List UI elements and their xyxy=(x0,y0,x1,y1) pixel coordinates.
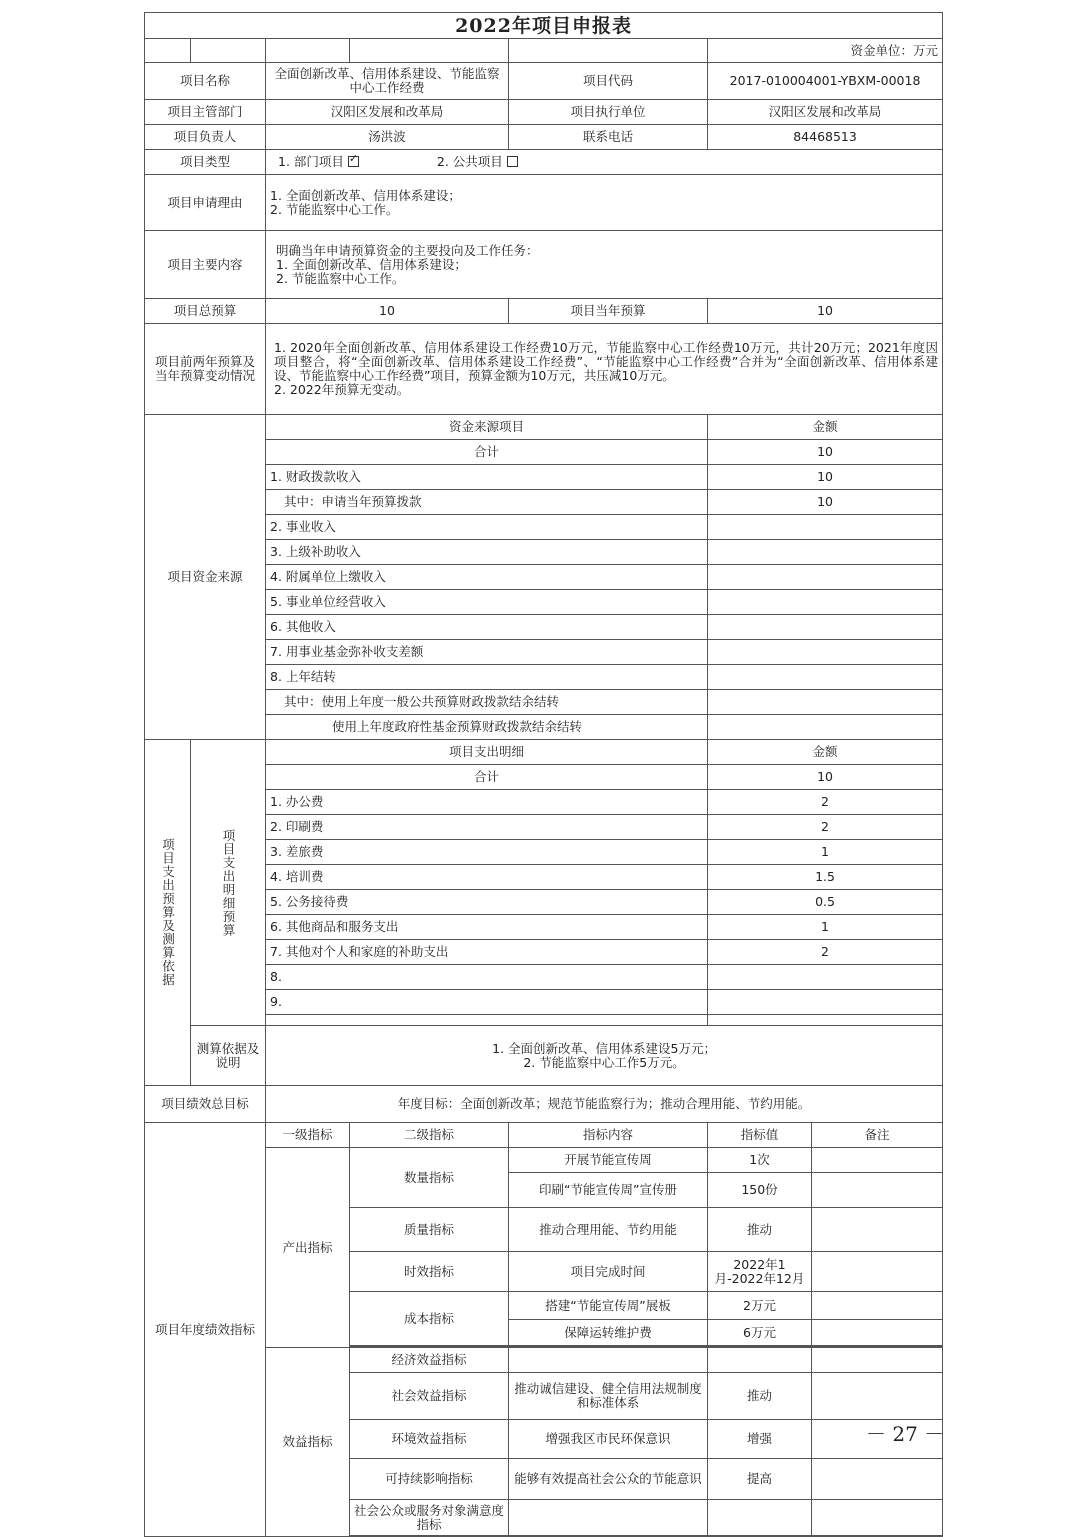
expense-head-item: 项目支出明细 xyxy=(266,740,708,765)
fund-row-item: 1. 财政拨款收入 xyxy=(266,465,708,490)
expense-row-amount: 10 xyxy=(708,765,943,790)
indicator-value: 150份 xyxy=(708,1173,812,1208)
indicator-content: 保障运转维护费 xyxy=(509,1320,708,1346)
fund-row-item: 6. 其他收入 xyxy=(266,615,708,640)
expense-row-amount: 1 xyxy=(708,840,943,865)
form-title: 2022年项目申报表 xyxy=(145,13,943,39)
fund-row-amount xyxy=(708,540,943,565)
fund-row-item: 5. 事业单位经营收入 xyxy=(266,590,708,615)
content-value xyxy=(266,231,943,299)
expense-head-amount: 金额 xyxy=(708,740,943,765)
annual-perf-label: 项目年度绩效指标 xyxy=(145,1123,266,1537)
perf-head-level2: 二级指标 xyxy=(350,1123,509,1148)
expense-row-amount: 2 xyxy=(708,815,943,840)
expense-row-item: 6. 其他商品和服务支出 xyxy=(266,915,708,940)
perf-goal-label: 项目绩效总目标 xyxy=(145,1086,266,1123)
page-number: － 27 － xyxy=(866,1422,945,1446)
perf-head-content: 指标内容 xyxy=(509,1123,708,1148)
expense-row-item: 4. 培训费 xyxy=(266,865,708,890)
indicator-value: 6万元 xyxy=(708,1320,812,1346)
fund-row-amount xyxy=(708,590,943,615)
project-code-value: 2017-010004001-YBXM-00018 xyxy=(708,63,943,100)
project-application-table xyxy=(144,12,943,1537)
expense-row-amount: 1.5 xyxy=(708,865,943,890)
project-code-label: 项目代码 xyxy=(509,63,708,100)
fund-row-amount xyxy=(708,515,943,540)
reason-line: 2. 节能监察中心工作。 xyxy=(270,201,399,217)
type-option-public: 2. 公共项目 xyxy=(436,154,503,169)
expense-outer-label: 项目支出预算及测算依据 xyxy=(145,740,191,1086)
effect-indicator-label: 效益指标 xyxy=(266,1348,350,1537)
fund-row-item: 8. 上年结转 xyxy=(266,665,708,690)
year-budget-value: 10 xyxy=(708,299,943,324)
expense-row-item: 合计 xyxy=(266,765,708,790)
fund-row-item: 合计 xyxy=(266,440,708,465)
project-type-label: 项目类型 xyxy=(145,150,266,175)
dept-value: 汉阳区发展和改革局 xyxy=(266,100,509,125)
phone-value: 84468513 xyxy=(708,125,943,150)
reason-value xyxy=(266,175,943,231)
qty-indicator-label: 数量指标 xyxy=(350,1148,509,1208)
basis-value xyxy=(266,1026,943,1086)
type-option-department: 1. 部门项目 xyxy=(278,154,344,169)
indicator-value: 推动 xyxy=(708,1373,812,1420)
basis-line: 1. 全面创新改革、信用体系建设5万元； xyxy=(492,1040,716,1056)
project-type-options xyxy=(266,150,943,175)
budget-change-label: 项目前两年预算及当年预算变动情况 xyxy=(145,324,266,415)
env-indicator-label: 环境效益指标 xyxy=(350,1420,509,1459)
indicator-value: 增强 xyxy=(708,1420,812,1459)
total-budget-label: 项目总预算 xyxy=(145,299,266,324)
fund-row-amount xyxy=(708,640,943,665)
expense-inner-label: 项目支出明细预算 xyxy=(191,740,266,1026)
checked-box-icon[interactable] xyxy=(348,156,359,167)
expense-row-item: 7. 其他对个人和家庭的补助支出 xyxy=(266,940,708,965)
fund-row-item: 其中：申请当年预算拨款 xyxy=(266,490,708,515)
year-budget-label: 项目当年预算 xyxy=(509,299,708,324)
expense-row-item: 1. 办公费 xyxy=(266,790,708,815)
indicator-content: 搭建“节能宣传周”展板 xyxy=(509,1292,708,1320)
exec-unit-value: 汉阳区发展和改革局 xyxy=(708,100,943,125)
reason-label: 项目申请理由 xyxy=(145,175,266,231)
content-line: 1. 全面创新改革、信用体系建设； xyxy=(276,256,467,272)
indicator-content: 推动合理用能、节约用能 xyxy=(509,1208,708,1252)
exec-unit-label: 项目执行单位 xyxy=(509,100,708,125)
expense-row-amount xyxy=(708,990,943,1015)
indicator-value: 2万元 xyxy=(708,1292,812,1320)
indicator-value: 推动 xyxy=(708,1208,812,1252)
fund-row-amount xyxy=(708,565,943,590)
fund-row-item: 4. 附属单位上缴收入 xyxy=(266,565,708,590)
time-indicator-label: 时效指标 xyxy=(350,1252,509,1292)
basis-label: 测算依据及说明 xyxy=(191,1026,266,1086)
leader-value: 汤洪波 xyxy=(266,125,509,150)
sustain-indicator-label: 可持续影响指标 xyxy=(350,1459,509,1500)
fund-row-item: 其中：使用上年度一般公共预算财政拨款结余结转 xyxy=(266,690,708,715)
quality-indicator-label: 质量指标 xyxy=(350,1208,509,1252)
expense-row-amount: 0.5 xyxy=(708,890,943,915)
perf-goal-value: 年度目标：全面创新改革；规范节能监察行为；推动合理用能、节约用能。 xyxy=(266,1086,943,1123)
fund-head-item: 资金来源项目 xyxy=(266,415,708,440)
indicator-content: 印刷“节能宣传周”宣传册 xyxy=(509,1173,708,1208)
empty-box-icon[interactable] xyxy=(507,156,518,167)
content-label: 项目主要内容 xyxy=(145,231,266,299)
phone-label: 联系电话 xyxy=(509,125,708,150)
indicator-value: 2022年1月-2022年12月 xyxy=(708,1252,812,1292)
expense-row-item: 8. xyxy=(266,965,708,990)
fund-row-amount xyxy=(708,715,943,740)
fund-row-item: 7. 用事业基金弥补收支差额 xyxy=(266,640,708,665)
indicator-content: 开展节能宣传周 xyxy=(509,1148,708,1173)
indicator-content: 推动诚信建设、健全信用法规制度和标准体系 xyxy=(509,1373,708,1420)
fund-row-amount xyxy=(708,690,943,715)
fund-row-amount xyxy=(708,665,943,690)
expense-row-item: 2. 印刷费 xyxy=(266,815,708,840)
change-line: 2. 2022年预算无变动。 xyxy=(274,382,410,397)
perf-head-remark: 备注 xyxy=(812,1123,943,1148)
project-name-value: 全面创新改革、信用体系建设、节能监察中心工作经费 xyxy=(266,63,509,100)
expense-row-item: 9. xyxy=(266,990,708,1015)
expense-row-amount xyxy=(708,965,943,990)
fund-row-amount xyxy=(708,615,943,640)
satisfaction-indicator-label: 社会公众或服务对象满意度指标 xyxy=(350,1500,509,1536)
cost-indicator-label: 成本指标 xyxy=(350,1292,509,1346)
indicator-value: 提高 xyxy=(708,1459,812,1500)
indicator-value: 1次 xyxy=(708,1148,812,1173)
total-budget-value: 10 xyxy=(266,299,509,324)
fund-row-amount: 10 xyxy=(708,490,943,515)
fund-row-amount: 10 xyxy=(708,465,943,490)
basis-line: 2. 节能监察中心工作5万元。 xyxy=(523,1054,685,1070)
fund-row-item: 3. 上级补助收入 xyxy=(266,540,708,565)
reason-line: 1. 全面创新改革、信用体系建设； xyxy=(270,187,461,203)
expense-row-amount: 1 xyxy=(708,915,943,940)
change-line: 1. 2020年全面创新改革、信用体系建设工作经费10万元，节能监察中心工作经费10万元，共计20万元；2021年度因项目整合，将“全面创新改革、信用体系建设工作经费”、“节能监察中心工作经费”合并为“全面创新改革、信用体系建设、节能监察中心工作经费”项目，预算金额为10万元，共压减10万元。 xyxy=(274,340,939,383)
leader-label: 项目负责人 xyxy=(145,125,266,150)
social-indicator-label: 社会效益指标 xyxy=(350,1373,509,1420)
expense-row-amount: 2 xyxy=(708,790,943,815)
indicator-content: 能够有效提高社会公众的节能意识 xyxy=(509,1459,708,1500)
project-name-label: 项目名称 xyxy=(145,63,266,100)
dept-label: 项目主管部门 xyxy=(145,100,266,125)
expense-row-item: 3. 差旅费 xyxy=(266,840,708,865)
output-indicator-label: 产出指标 xyxy=(266,1148,350,1348)
econ-indicator-label: 经济效益指标 xyxy=(350,1348,509,1373)
perf-head-value: 指标值 xyxy=(708,1123,812,1148)
perf-head-level1: 一级指标 xyxy=(266,1123,350,1148)
fund-row-item: 使用上年度政府性基金预算财政拨款结余结转 xyxy=(266,715,708,740)
fund-row-amount: 10 xyxy=(708,440,943,465)
indicator-content: 项目完成时间 xyxy=(509,1252,708,1292)
expense-row-amount: 2 xyxy=(708,940,943,965)
indicator-content: 增强我区市民环保意识 xyxy=(509,1420,708,1459)
expense-row-item: 5. 公务接待费 xyxy=(266,890,708,915)
content-line: 2. 节能监察中心工作。 xyxy=(276,270,405,286)
currency-unit: 资金单位：万元 xyxy=(708,39,943,63)
content-line: 明确当年申请预算资金的主要投向及工作任务： xyxy=(276,242,539,258)
fund-row-item: 2. 事业收入 xyxy=(266,515,708,540)
fund-head-amount: 金额 xyxy=(708,415,943,440)
budget-change-value xyxy=(266,324,943,415)
fund-source-label: 项目资金来源 xyxy=(145,415,266,740)
